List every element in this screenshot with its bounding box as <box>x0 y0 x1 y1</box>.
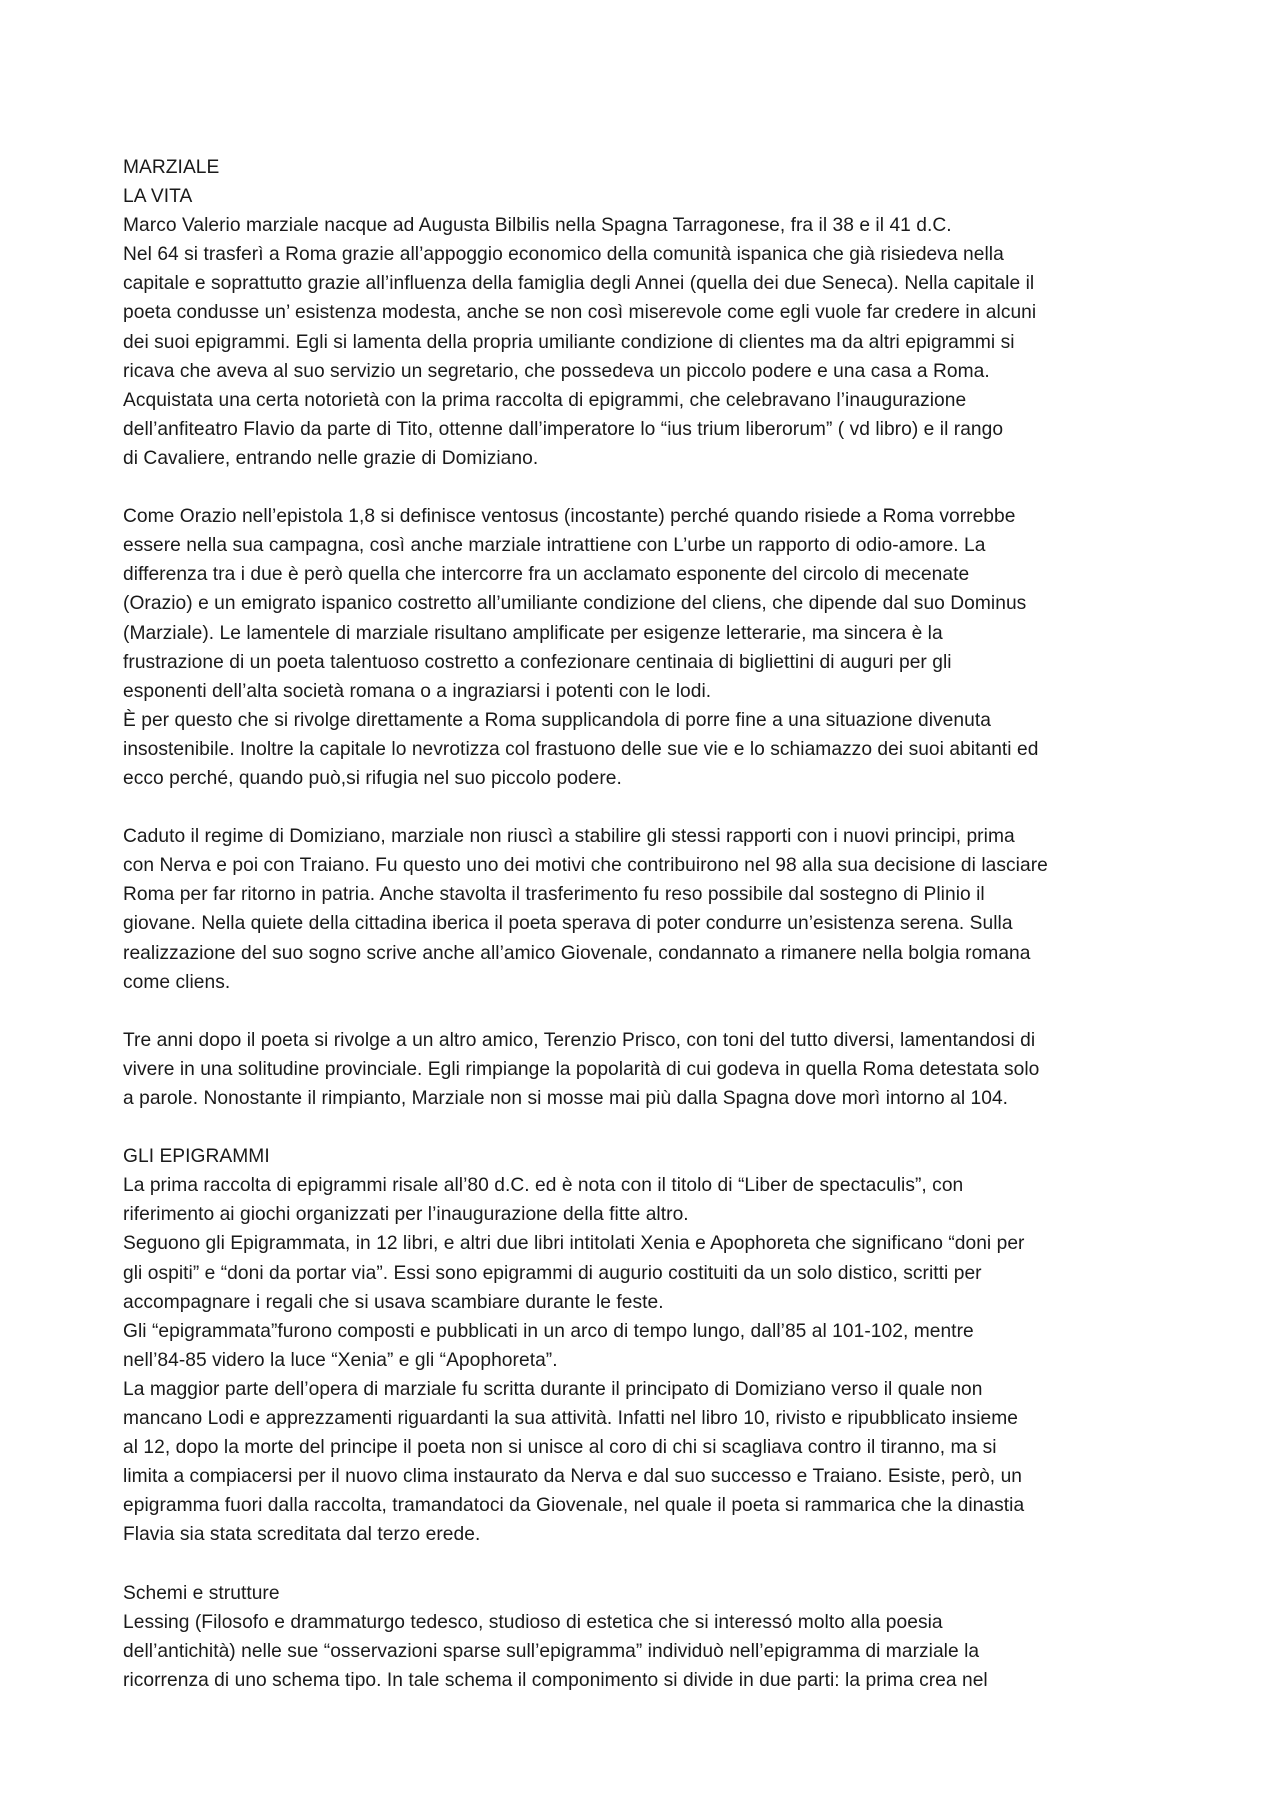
text-line: essere nella sua campagna, così anche marziale intrattiene con L’urbe un rapporto di odio-amore. La <box>123 535 986 557</box>
text-line: Tre anni dopo il poeta si rivolge a un altro amico, Terenzio Prisco, con toni del tutto diversi, lamentandosi di <box>123 1029 1036 1051</box>
text-line: nell’84-85 videro la luce “Xenia” e gli “Apophoreta”. <box>123 1349 558 1371</box>
text-line: Roma per far ritorno in patria. Anche stavolta il trasferimento fu reso possibile dal sostegno di Plinio il <box>123 884 985 906</box>
text-line: accompagnare i regali che si usava scambiare durante le feste. <box>123 1291 664 1313</box>
text-line: dell’antichità) nelle sue “osservazioni sparse sull’epigramma” individuò nell’epigramma di marziale la <box>123 1640 980 1662</box>
text-line: Flavia sia stata screditata dal terzo erede. <box>123 1524 481 1546</box>
text-line: Acquistata una certa notorietà con la prima raccolta di epigrammi, che celebravano l’inaugurazione <box>123 389 967 411</box>
text-line: Come Orazio nell’epistola 1,8 si definisce ventosus (incostante) perché quando risiede a Roma vorrebbe <box>123 506 1016 528</box>
text-line: LA VITA <box>123 186 193 208</box>
text-line: ricorrenza di uno schema tipo. In tale schema il componimento si divide in due parti: la prima crea nel <box>123 1669 988 1691</box>
text-line: esponenti dell’alta società romana o a ingraziarsi i potenti con le lodi. <box>123 680 712 702</box>
paragraph-gap <box>123 1550 1183 1579</box>
text-line: Caduto il regime di Domiziano, marziale non riuscì a stabilire gli stessi rapporti con i nuovi principi, prima <box>123 826 1015 848</box>
document-page <box>123 153 1183 1695</box>
text-line: È per questo che si rivolge direttamente a Roma supplicandola di porre fine a una situazione divenuta <box>123 709 991 731</box>
text-line: differenza tra i due è però quella che intercorre fra un acclamato esponente del circolo di mecenate <box>123 564 970 586</box>
text-line: come cliens. <box>123 971 231 993</box>
paragraph-gap <box>123 793 1183 822</box>
text-line: Schemi e strutture <box>123 1582 280 1604</box>
text-line: realizzazione del suo sogno scrive anche all’amico Giovenale, condannato a rimanere nella bolgia romana <box>123 942 1031 964</box>
text-line: (Orazio) e un emigrato ispanico costretto all’umiliante condizione del cliens, che dipende dal suo Dominus <box>123 593 1027 615</box>
paragraph-gap <box>123 1113 1183 1142</box>
text-line: MARZIALE <box>123 157 220 178</box>
text-line: poeta condusse un’ esistenza modesta, anche se non così miserevole come egli vuole far credere in alcuni <box>123 302 1037 324</box>
text-line: capitale e soprattutto grazie all’influenza della famiglia degli Annei (quella dei due Seneca). Nella capitale il <box>123 273 1035 295</box>
text-line: ricava che aveva al suo servizio un segretario, che possedeva un piccolo podere e una casa a Roma. <box>123 360 990 382</box>
text-line: Seguono gli Epigrammata, in 12 libri, e altri due libri intitolati Xenia e Apophoreta che significano “doni per <box>123 1233 1025 1255</box>
text-line: (Marziale). Le lamentele di marziale risultano amplificate per esigenze letterarie, ma sincera è la <box>123 622 943 644</box>
text-line: La prima raccolta di epigrammi risale all’80 d.C. ed è nota con il titolo di “Liber de spectaculis”, con <box>123 1175 964 1197</box>
text-line: al 12, dopo la morte del principe il poeta non si unisce al coro di chi si scagliava contro il tiranno, ma si <box>123 1437 997 1459</box>
text-line: con Nerva e poi con Traiano. Fu questo uno dei motivi che contribuirono nel 98 alla sua decisione di lasciare <box>123 855 1048 877</box>
text-line: ecco perché, quando può,si rifugia nel suo piccolo podere. <box>123 767 622 789</box>
paragraph-gap <box>123 473 1183 502</box>
text-line: limita a compiacersi per il nuovo clima instaurato da Nerva e dal suo successo e Traiano. Esiste, però, un <box>123 1466 1023 1488</box>
text-line: giovane. Nella quiete della cittadina iberica il poeta sperava di poter condurre un’esistenza serena. Sulla <box>123 913 1013 935</box>
text-line: vivere in una solitudine provinciale. Egli rimpiange la popolarità di cui godeva in quella Roma detestata solo <box>123 1058 1040 1080</box>
text-line: Gli “epigrammata”furono composti e pubblicati in un arco di tempo lungo, dall’85 al 101-102, mentre <box>123 1320 974 1342</box>
text-line: insostenibile. Inoltre la capitale lo nevrotizza col frastuono delle sue vie e lo schiamazzo dei suoi abitanti ed <box>123 738 1039 760</box>
text-line: dei suoi epigrammi. Egli si lamenta della propria umiliante condizione di clientes ma da altri epigrammi si <box>123 331 1015 353</box>
text-line: Marco Valerio marziale nacque ad Augusta Bilbilis nella Spagna Tarragonese, fra il 38 e il 41 d.C. <box>123 215 952 237</box>
text-line: gli ospiti” e “doni da portar via”. Essi sono epigrammi di augurio costituiti da un solo distico, scritti per <box>123 1262 982 1284</box>
text-line: riferimento ai giochi organizzati per l’inaugurazione della fitte altro. <box>123 1204 689 1226</box>
paragraph-gap <box>123 997 1183 1026</box>
text-line: Lessing (Filosofo e drammaturgo tedesco, studioso di estetica che si interessó molto alla poesia <box>123 1611 943 1633</box>
text-line: a parole. Nonostante il rimpianto, Marziale non si mosse mai più dalla Spagna dove morì intorno al 104. <box>123 1088 1009 1109</box>
text-line: di Cavaliere, entrando nelle grazie di Domiziano. <box>123 447 539 469</box>
text-line: Nel 64 si trasferì a Roma grazie all’appoggio economico della comunità ispanica che già risiedeva nella <box>123 244 1004 266</box>
text-line: frustrazione di un poeta talentuoso costretto a confezionare centinaia di bigliettini di auguri per gli <box>123 651 952 673</box>
text-line: mancano Lodi e apprezzamenti riguardanti la sua attività. Infatti nel libro 10, rivisto e ripubblicato insieme <box>123 1408 1019 1430</box>
text-line: epigramma fuori dalla raccolta, tramandatoci da Giovenale, nel quale il poeta si rammarica che la dinastia <box>123 1495 1025 1517</box>
text-line: dell’anfiteatro Flavio da parte di Tito, ottenne dall’imperatore lo “ius trium liberorum” ( vd libro) e il rango <box>123 418 1004 440</box>
text-line: GLI EPIGRAMMI <box>123 1146 270 1168</box>
text-line: La maggior parte dell’opera di marziale fu scritta durante il principato di Domiziano verso il quale non <box>123 1378 983 1400</box>
